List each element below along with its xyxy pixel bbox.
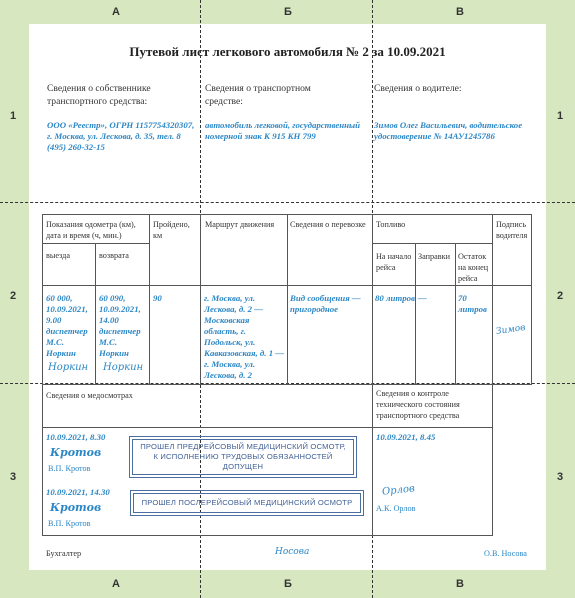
transport-value: Вид сообщения — пригородное (290, 293, 361, 314)
post-medical-name: В.П. Кротов (48, 519, 91, 528)
fuel-start-value: 80 литров (375, 293, 415, 303)
departure-header: выезда (46, 251, 70, 260)
post-medical-stamp: ПРОШЕЛ ПОСЛЕРЕЙСОВЫЙ МЕДИЦИНСКИЙ ОСМОТР (130, 490, 364, 516)
return-value: 60 090, 10.09.2021, 14.00 диспетчер М.С. Норкин (99, 293, 141, 358)
pre-medical-datetime: 10.09.2021, 8.30 (46, 432, 106, 442)
pre-medical-signature: Кротов (50, 446, 102, 459)
distance-header: Пройдено, км (153, 220, 190, 240)
return-signature: Норкин (103, 362, 144, 373)
waybill-title: Путевой лист легкового автомобиля № 2 за 10.09.2021 (129, 44, 446, 59)
departure-signature: Норкин (48, 362, 89, 373)
post-medical-datetime: 10.09.2021, 14.30 (46, 487, 110, 497)
tech-control-datetime: 10.09.2021, 8.45 (376, 432, 436, 442)
return-header: возврата (99, 251, 129, 260)
route-header: Маршрут движения (205, 220, 275, 229)
row-label-left-2: 2 (10, 290, 17, 302)
owner-value: ООО «Реестр», ОГРН 1157754320307, г. Москва, ул. Лескова, д. 35, тел. 8 (495) 260-32-15 (47, 120, 195, 152)
fuel-header: Топливо (376, 220, 406, 229)
distance-value: 90 (153, 293, 162, 303)
row-label-right-1: 1 (557, 110, 564, 122)
fuel-refill-value: — (418, 293, 427, 303)
driver-signature: Зимов (495, 322, 527, 338)
accountant-name: О.В. Носова (484, 549, 527, 558)
column-label-top-a: А (112, 6, 120, 18)
post-medical-signature: Кротов (50, 501, 102, 514)
row-label-left-1: 1 (10, 110, 17, 122)
route-value: г. Москва, ул. Лескова, д. 2 — Московская область, г. Подольск, ул. Кавказовская, д. 1 — г. Москва, ул. Лескова, д. 2 (204, 293, 285, 380)
fuel-rest-header: Остаток на конец рейса (458, 252, 489, 283)
owner-label: Сведения о собственнике транспортного средства: (47, 83, 151, 107)
accountant-signature: Носова (275, 547, 310, 557)
row-label-right-3: 3 (557, 471, 564, 483)
vehicle-label: Сведения о транспортном средстве: (205, 83, 311, 107)
column-label-bottom-b: Б (284, 578, 292, 590)
row-label-right-2: 2 (557, 290, 564, 302)
column-label-top-v: В (456, 6, 464, 18)
column-label-bottom-v: В (456, 578, 464, 590)
departure-value: 60 000, 10.09.2021, 9.00 диспетчер М.С. Норкин (46, 293, 88, 358)
driver-value: Зимов Олег Васильевич, водительское удостоверение № 14АУ1245786 (374, 120, 523, 141)
accountant-label: Бухгалтер (46, 549, 82, 558)
fuel-start-header: На начало рейса (376, 252, 412, 272)
odometer-header: Показания одометра (км), дата и время (ч, мин.) (46, 220, 136, 240)
tech-control-label: Сведения о контроле технического состояния транспортного средства (376, 389, 460, 420)
grid-divider-12 (0, 202, 575, 203)
vehicle-value: автомобиль легковой, государственный номерной знак К 915 КН 799 (205, 120, 361, 141)
fuel-refill-header: Заправки (418, 252, 450, 261)
fuel-rest-value: 70 литров (458, 293, 487, 314)
driver-sign-header: Подпись водителя (496, 220, 528, 240)
medical-label: Сведения о медосмотрах (46, 391, 133, 400)
pre-medical-name: В.П. Кротов (48, 464, 91, 473)
tech-control-signature: Орлов (381, 483, 416, 498)
driver-label: Сведения о водителе: (374, 83, 462, 94)
tech-control-name: А.К. Орлов (376, 504, 416, 513)
pre-medical-stamp: ПРОШЕЛ ПРЕДРЕЙСОВЫЙ МЕДИЦИНСКИЙ ОСМОТР, К ИСПОЛНЕНИЮ ТРУДОВЫХ ОБЯЗАННОСТЕЙ ДОПУЩЕН (129, 436, 357, 478)
row-label-left-3: 3 (10, 471, 17, 483)
transport-header: Сведения о перевозке (290, 220, 366, 229)
column-label-bottom-a: А (112, 578, 120, 590)
column-label-top-b: Б (284, 6, 292, 18)
